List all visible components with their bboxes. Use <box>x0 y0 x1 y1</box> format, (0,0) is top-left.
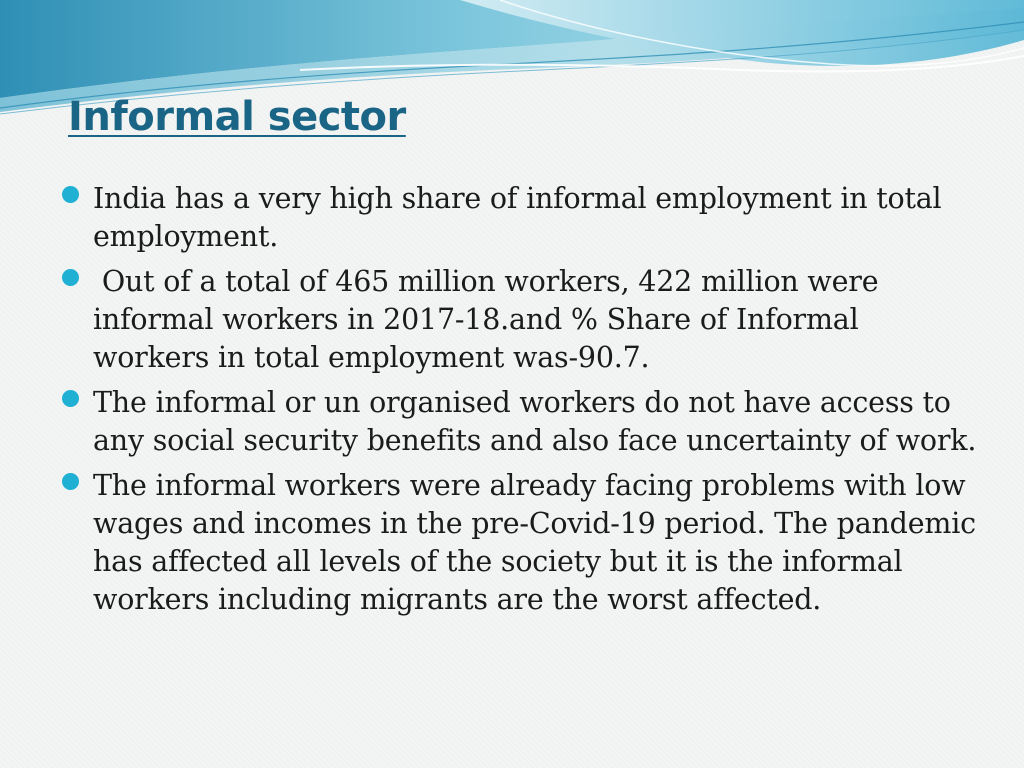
bullet-item <box>60 384 980 460</box>
bullet-text: The informal or un organised workers do not have access to any social security benefits and also face uncertainty of work. <box>93 386 977 457</box>
bullet-item <box>60 467 980 619</box>
bullet-item <box>60 263 980 377</box>
slide-title: Informal sector <box>68 94 406 140</box>
bullet-text: Out of a total of 465 million workers, 422 million were informal workers in 2017-18.and % Share of Informal workers in total employment was-90.7. <box>93 265 888 374</box>
bullet-icon <box>62 186 79 203</box>
bullet-text: The informal workers were already facing problems with low wages and incomes in the pre-Covid-19 period. The pandemic has affected all levels of the society but it is the informal workers including migrants are the worst affected. <box>93 469 976 616</box>
bullet-icon <box>62 269 79 286</box>
bullet-icon <box>62 473 79 490</box>
bullet-item <box>60 180 980 256</box>
bullet-text: India has a very high share of informal employment in total employment. <box>93 182 942 253</box>
bullet-icon <box>62 390 79 407</box>
bullet-list <box>60 180 980 626</box>
